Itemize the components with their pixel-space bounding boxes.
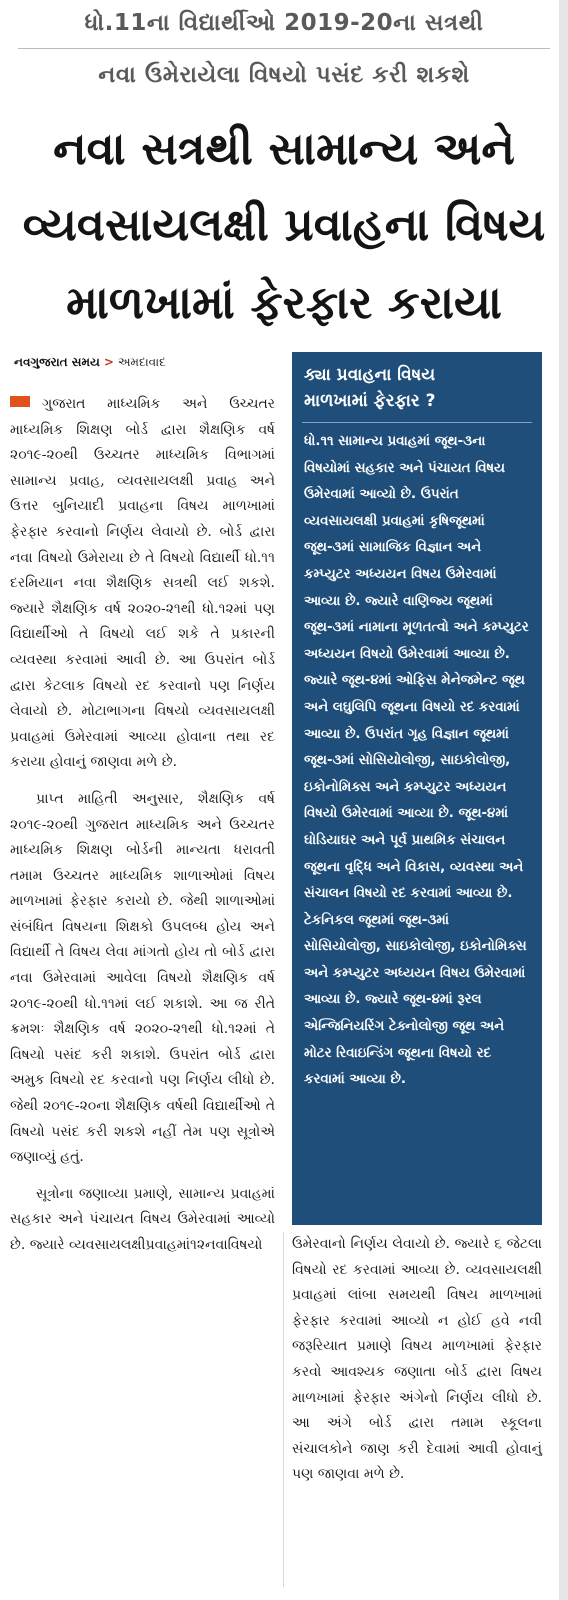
article-paragraph-3: સૂત્રોના જણાવ્યા પ્રમાણે, સામાન્ય પ્રવાહમાં સહકાર અને પંચાયત વિષય ઉમેરવામાં આવ્યો છે. જ્યારે વ્યવસાયલક્ષીપ્રવાહમાં૧૨નવાવિષયો xyxy=(10,1185,275,1253)
sidebar-title xyxy=(292,352,542,414)
sidebar-body: ધો.૧૧ સામાન્ય પ્રવાહમાં જૂથ-૩ના વિષયોમાં સહકાર અને પંચાયત વિષય ઉમેરવામાં આવ્યો છે. ઉપરાંત વ્યવસાયલક્ષી પ્રવાહમાં કૃષિજૂથમાં જૂથ-૩માં સામાજિક વિજ્ઞાન અને કમ્પ્યુટર અધ્યયન વિષય ઉમેરવામાં આવ્યા છે. જ્યારે વાણિજ્ય જૂથમાં જૂથ-૩માં નામાના મૂળતત્વો અને કમ્પ્યુટર અધ્યયન વિષયો ઉમેરવામાં આવ્યા છે. જ્યારે જૂથ-૪માં ઓફિસ મેનેજમેન્ટ જૂથ અને લઘુલિપિ જૂથના વિષયો રદ કરવામાં આવ્યા છે. ઉપરાંત ગૃહ વિજ્ઞાન જૂથમાં જૂથ-૩માં સોસિયોલોજી, સાઇકોલોજી, ઇકોનોમિક્સ અને કમ્પ્યુટર અધ્યયન વિષયો ઉમેરવામાં આવ્યા છે. જૂથ-૪માં ઘોડિયાઘર અને પૂર્વ પ્રાથમિક સંચાલન જૂથના વૃદ્ધિ અને વિકાસ, વ્યવસ્થા અને સંચાલન વિષયો રદ કરવામાં આવ્યા છે. ટેકનિકલ જૂથમાં જૂથ-૩માં સોસિયોલોજી, સાઇકોલોજી, ઇકોનોમિક્સ અને કમ્પ્યુટર અધ્યયન વિષય ઉમેરવામાં આવ્યા છે. જ્યારે જૂથ-૪માં રૂરલ એન્જિનિયરિંગ ટેક્નોલોજી જૂથ અને મોટર રિવાઇન્ડિંગ જૂથના વિષયો રદ કરવામાં આવ્યા છે. xyxy=(304,434,529,1088)
article-right-column xyxy=(292,1232,542,1488)
byline-city: અમદાવાદ xyxy=(117,355,166,369)
byline-separator: > xyxy=(103,355,114,369)
sidebar-divider xyxy=(302,422,532,423)
headline-line-2: વ્યવસાયલક્ષી પ્રવાહના વિષય xyxy=(22,198,546,251)
kicker-divider xyxy=(18,48,550,49)
kicker-line-2: નવા ઉમેરાયેલા વિષયો પસંદ કરી શકશે xyxy=(98,62,470,88)
headline-line-3: માળખામાં ફેરફાર કરાયા xyxy=(66,276,502,329)
column-divider xyxy=(283,1232,284,1587)
article-left-column xyxy=(10,392,275,1259)
article-paragraph-4: ઉમેરવાનો નિર્ણય લેવાયો છે. જ્યારે ૬ જેટલા વિષયો રદ કરવામાં આવ્યા છે. વ્યવસાયલક્ષી પ્રવાહમાં લાંબા સમયથી વિષય માળખામાં ફેરફાર કરવામાં આવ્યો ન હોઈ હવે નવી જરૂરિયાત પ્રમાણે વિષય માળખામાં ફેરફાર કરવો આવશ્યક જણાતા બોર્ડ દ્વારા વિષય માળખામાં ફેરફાર અંગેનો નિર્ણય લીધો છે. આ અંગે બોર્ડ દ્વારા તમામ સ્કૂલના સંચાલકોને જાણ કરી દેવામાં આવી હોવાનું પણ જાણવા મળે છે. xyxy=(292,1236,542,1483)
story-start-marker xyxy=(10,396,30,407)
sidebar-title-line-1: ક્યા પ્રવાહના વિષય xyxy=(304,365,436,385)
sidebar-title-line-2: માળખામાં ફેરફાર ? xyxy=(304,391,436,411)
article-paragraph-1 xyxy=(10,392,275,776)
byline xyxy=(14,355,166,370)
info-sidebar-box xyxy=(292,352,542,1225)
kicker-line-1: ધો.11ના વિદ્યાર્થીઓ 2019-20ના સત્રથી xyxy=(84,10,484,36)
article-paragraph-2: પ્રાપ્ત માહિતી અનુસાર, શૈક્ષણિક વર્ષ ૨૦૧૯-૨૦થી ગુજરાત માધ્યમિક અને ઉચ્ચતર માધ્યમિક શિક્ષણ બોર્ડની માન્યતા ધરાવતી તમામ ઉચ્ચતર માધ્યમિક શાળાઓમાં વિષય માળખામાં ફેરફાર કરાયો છે. જેથી શાળાઓમાં સંબંધિત વિષયના શિક્ષકો ઉપલબ્ધ હોય અને વિદ્યાર્થી તે વિષય લેવા માંગતો હોય તો બોર્ડ દ્વારા નવા ઉમેરવામાં આવેલા વિષયો શૈક્ષણિક વર્ષ ૨૦૧૯-૨૦થી ધો.૧૧માં લઈ શકાશે. આ જ રીતે ક્રમશઃ શૈક્ષણિક વર્ષ ૨૦૨૦-૨૧થી ધો.૧૨માં તે વિષયો પસંદ કરી શકાશે. ઉપરાંત બોર્ડ દ્વારા અમુક વિષયો રદ કરવાનો પણ નિર્ણય લીધો છે. જેથી ૨૦૧૯-૨૦ના શૈક્ષણિક વર્ષથી વિદ્યાર્થીઓ તે વિષયો પસંદ કરી શકશે નહીં તેમ પણ સૂત્રોએ જણાવ્યું હતું. xyxy=(10,790,275,1166)
headline-line-1: નવા સત્રથી સામાન્ય અને xyxy=(53,122,515,175)
byline-source: નવગુજરાત સમય xyxy=(14,355,100,369)
article-paragraph-1-text: ગુજરાત માધ્યમિક અને ઉચ્ચતર માધ્યમિક શિક્ષણ બોર્ડ દ્વારા શૈક્ષણિક વર્ષ ૨૦૧૯-૨૦થી ઉચ્ચતર માધ્યમિક વિભાગમાં સામાન્ય પ્રવાહ, વ્યવસાયલક્ષી પ્રવાહ અને ઉત્તર બુનિયાદી પ્રવાહના વિષય માળખામાં ફેરફાર કરવાનો નિર્ણય લેવાયો છે. બોર્ડ દ્વારા નવા વિષયો ઉમેરાયા છે તે વિષયો વિદ્યાર્થી ધો.૧૧ દરમિયાન નવા શૈક્ષણિક સત્રથી લઈ શકશે. જ્યારે શૈક્ષણિક વર્ષ ૨૦૨૦-૨૧થી ધો.૧૨માં પણ વિદ્યાર્થીઓ તે વિષયો લઈ શકે તે પ્રકારની વ્યવસ્થા કરવામાં આવી છે. આ ઉપરાંત બોર્ડ દ્વારા કેટલાક વિષયો રદ કરવાનો પણ નિર્ણય લેવાયો છે. મોટાભાગના વિષયો વ્યવસાયલક્ષી પ્રવાહમાં ઉમેરવામાં આવ્યા હોવાના તથા રદ કરાયા હોવાનું જાણવા મળે છે. xyxy=(10,396,275,771)
